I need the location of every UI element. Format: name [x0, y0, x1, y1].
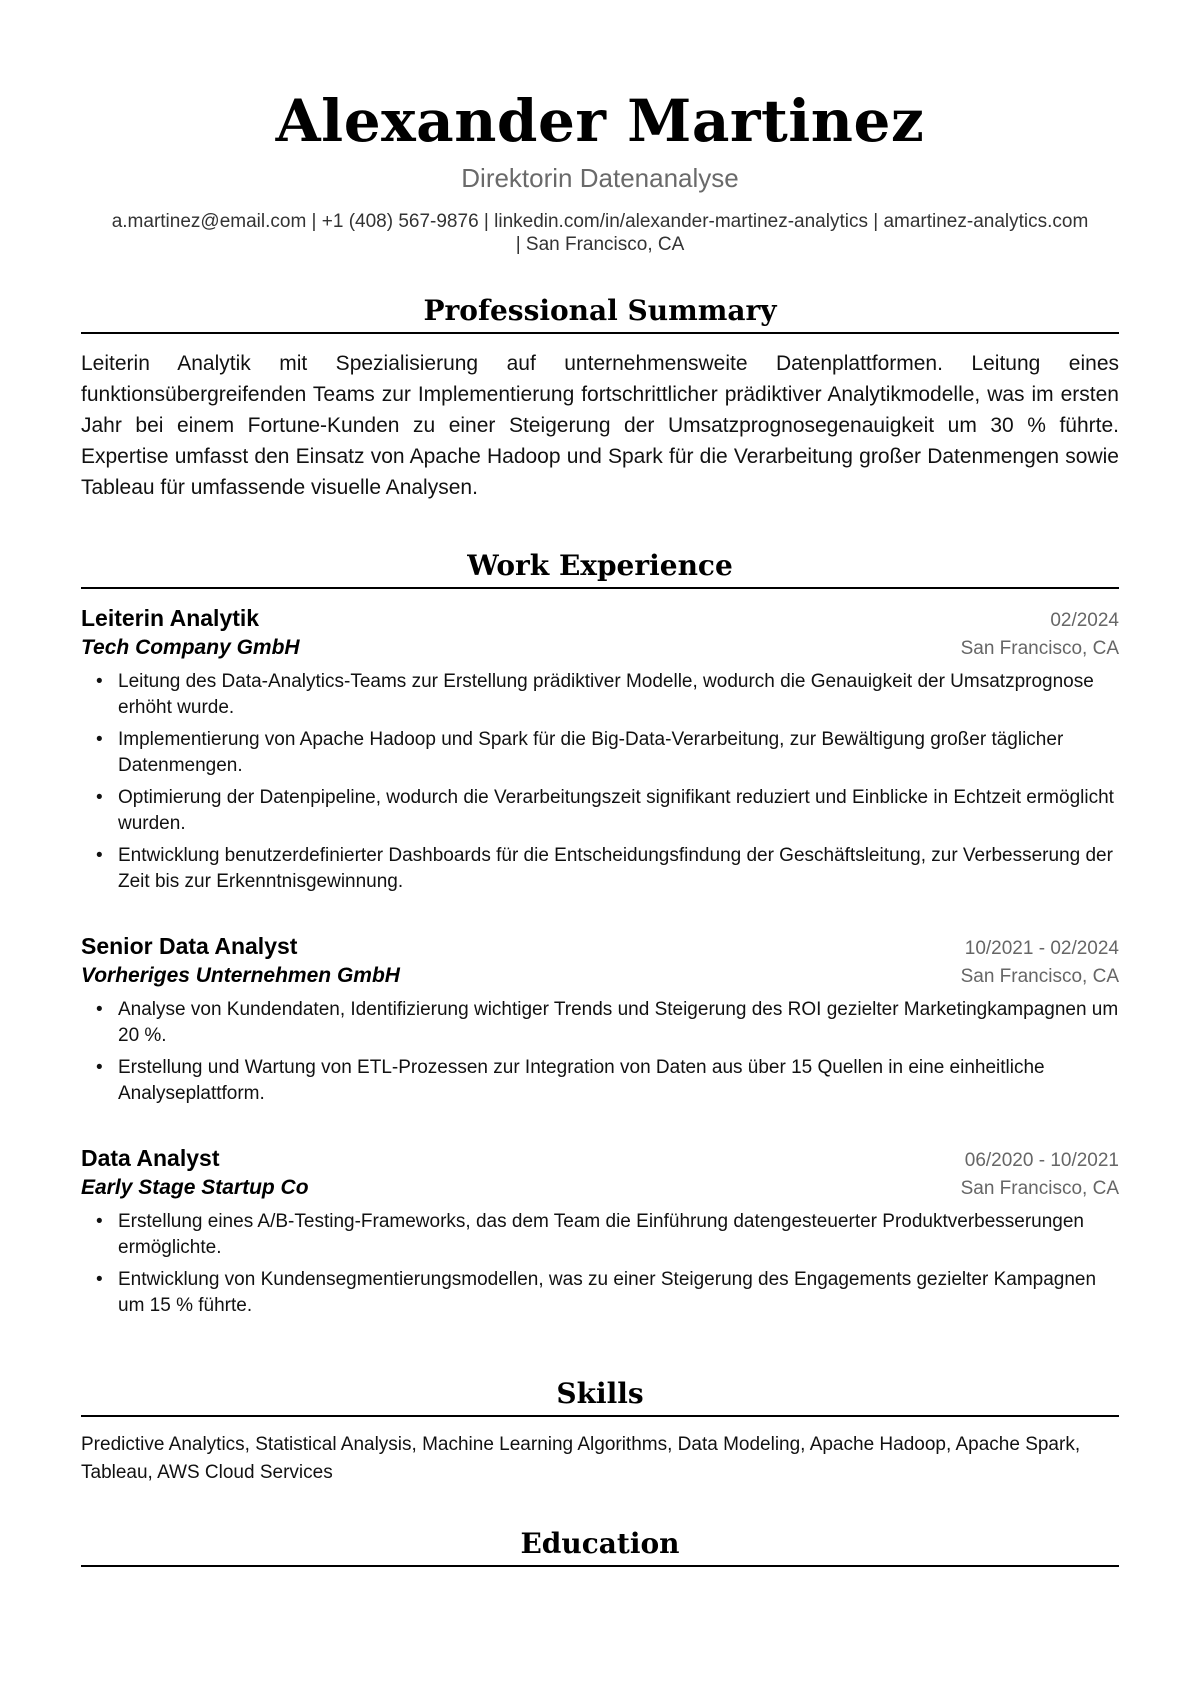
contact-info [81, 210, 1119, 256]
job-title: Senior Data Analyst [81, 933, 298, 959]
job-bullet: • Implementierung von Apache Hadoop und Spark für die Big-Data-Verarbeitung, zur Bewältigung großer täglicher Datenmengen. [81, 727, 1119, 779]
candidate-name: Alexander Martinez [275, 87, 925, 155]
job-company: Tech Company GmbH [81, 636, 300, 659]
job-bullet: • Leitung des Data-Analytics-Teams zur Erstellung prädiktiver Modelle, wodurch die Genauigkeit der Umsatzprognose erhöht wurde. [81, 669, 1119, 721]
resume-page [81, 0, 1119, 1567]
job-bullet: • Analyse von Kundendaten, Identifizierung wichtiger Trends und Steigerung des ROI gezielter Marketingkampagnen um 20 %. [81, 997, 1119, 1049]
job-bullet: • Entwicklung benutzerdefinierter Dashboards für die Entscheidungsfindung der Geschäftsleitung, zur Verbesserung der Zeit bis zur Erkenntnisgewinnung. [81, 843, 1119, 895]
job-dates: 02/2024 [1050, 610, 1119, 631]
job-bullet: • Erstellung eines A/B-Testing-Frameworks, das dem Team die Einführung datengesteuerter Produktverbesserungen ermöglichte. [81, 1209, 1119, 1261]
job-bullet: • Erstellung und Wartung von ETL-Prozessen zur Integration von Daten aus über 15 Quellen in eine einheitliche Analyseplattform. [81, 1055, 1119, 1107]
section-title-summary: Professional Summary [81, 294, 1119, 334]
job-dates: 06/2020 - 10/2021 [964, 1150, 1119, 1171]
contact-line-2: | San Francisco, CA [515, 234, 685, 255]
job-bullet: • Entwicklung von Kundensegmentierungsmodellen, was zu einer Steigerung des Engagements gezielter Kampagnen um 15 % führte. [81, 1267, 1119, 1319]
job-location: San Francisco, CA [960, 1178, 1119, 1199]
candidate-headline: Direktorin Datenanalyse [461, 163, 739, 193]
contact-line-1: a.martinez@email.com | +1 (408) 567-9876 | linkedin.com/in/alexander-martinez-analytics | amartinez-analytics.com [111, 211, 1089, 232]
job-company: Vorheriges Unternehmen GmbH [81, 964, 400, 987]
job-title: Data Analyst [81, 1145, 220, 1171]
job-company: Early Stage Startup Co [81, 1176, 309, 1199]
job-bullets [81, 669, 1119, 895]
job-entry [81, 1143, 1119, 1319]
job-entry [81, 603, 1119, 895]
section-title-skills: Skills [81, 1377, 1119, 1417]
job-bullets [81, 1209, 1119, 1319]
section-title-work: Work Experience [81, 549, 1119, 589]
job-bullets [81, 997, 1119, 1107]
job-title: Leiterin Analytik [81, 605, 260, 631]
job-location: San Francisco, CA [960, 638, 1119, 659]
job-dates: 10/2021 - 02/2024 [964, 938, 1119, 959]
job-location: San Francisco, CA [960, 966, 1119, 987]
job-entry [81, 931, 1119, 1107]
job-bullet: • Optimierung der Datenpipeline, wodurch die Verarbeitungszeit signifikant reduziert und Einblicke in Echtzeit ermöglicht wurden. [81, 785, 1119, 837]
summary-text: Leiterin Analytik mit Spezialisierung auf unternehmensweite Datenplattformen. Leitung eines funktionsübergreifenden Teams zur Implementierung fortschrittlicher prädiktiver Analytikmodelle, was im ersten Jahr bei einem Fortune-Kunden zu einer Steigerung der Umsatzprognosegenauigkeit um 30 % führte. Expertise umfasst den Einsatz von Apache Hadoop und Spark für die Verarbeitung großer Datenmengen sowie Tableau für umfassende visuelle Analysen. [81, 352, 1119, 499]
skills-text: Predictive Analytics, Statistical Analysis, Machine Learning Algorithms, Data Modeling, Apache Hadoop, Apache Spark, Tableau, AWS Cloud Services [81, 1434, 1081, 1483]
section-title-education: Education [81, 1527, 1119, 1567]
